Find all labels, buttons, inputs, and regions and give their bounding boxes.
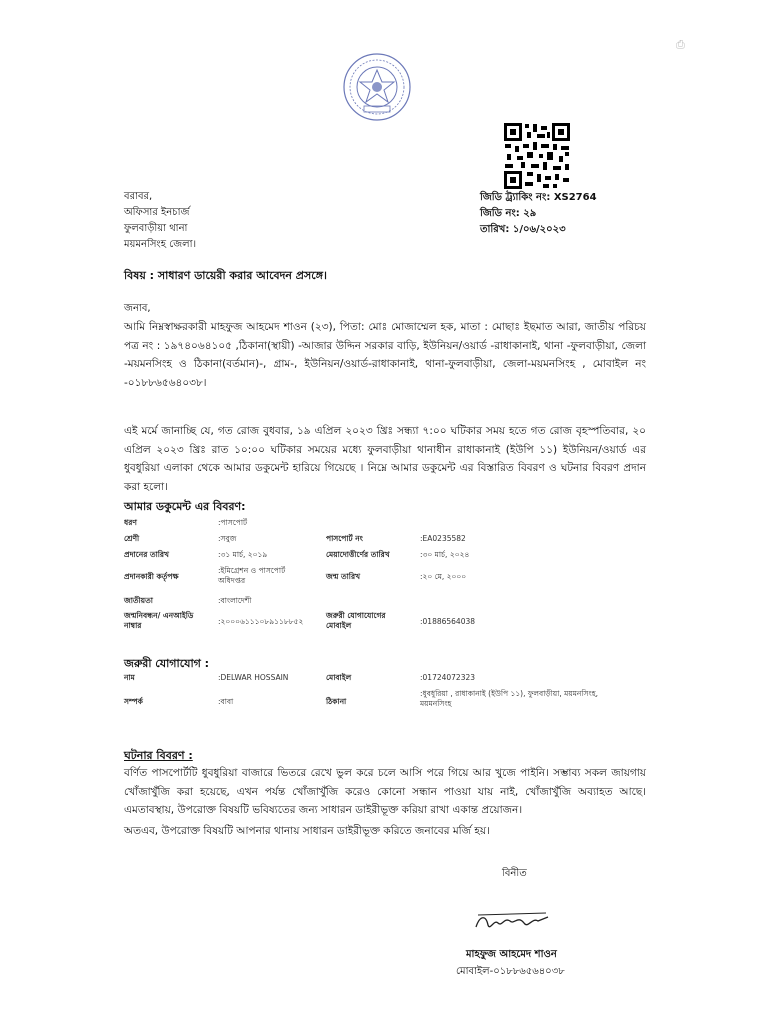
gd-tracking-label: জিডি ট্র্যাকিং নং: — [480, 192, 551, 203]
dob-value: :২০ মে, ২০০০ — [420, 572, 467, 581]
gd-number-label: জিডি নং: — [480, 208, 520, 219]
recipient-block — [124, 189, 196, 253]
contact-name-value: :DELWAR HOSSAIN — [218, 673, 289, 682]
issue-date-value: :৩১ মার্চ, ২০১৯ — [218, 550, 268, 559]
issuing-authority-label: প্রদানকারী কর্তৃপক্ষ — [124, 572, 179, 581]
birth-reg-nid-label: জন্মনিবন্ধন/ এনআইডি নাম্বার — [124, 611, 194, 630]
contact-relation-value: :বাবা — [218, 697, 234, 706]
signatory-mobile: মোবাইল-০১৮৮৬৫৬৪০৩৮ — [456, 966, 565, 977]
expiry-date-value: :৩০ মার্চ, ২০২৪ — [420, 550, 470, 559]
nationality-label: জাতীয়তা — [124, 596, 153, 605]
contact-address-label: ঠিকানা — [326, 697, 347, 706]
printer-icon[interactable]: ⎙ — [676, 38, 685, 51]
contact-mobile-value: :01724072323 — [420, 673, 476, 682]
emergency-mobile-value: :01886564038 — [420, 617, 476, 626]
gd-number-value: ২৯ — [523, 208, 537, 219]
recipient-line-2: অফিসার ইনচার্জ — [124, 207, 190, 218]
nationality-value: :বাংলাদেশী — [218, 596, 252, 605]
incident-description: বর্ণিত পাসপোর্টটি ধুবধুরিয়া বাজারে ভিতরে রেখে ভুল করে চলে আসি পরে গিয়ে আর খুজে পাইনি। সম্ভাব্য সকল জায়গায় খোঁজাখুঁজি করা হয়েছে, এখন পর্যন্ত খোঁজাখুঁজি করেও কোনো সন্ধান পাওয়া যায় নাই, খোঁজাখুঁজি অব্যাহত আছে। এমতাবস্থায়, উপরোক্ত বিষয়টি ভবিষ্যতের জন্য সাধারন ডাইরীভূক্ত করিয়া রাখা একান্ত প্রয়োজন। — [124, 767, 646, 816]
doc-class-value: :সবুজ — [218, 534, 237, 543]
salutation: জনাব, — [124, 303, 151, 314]
applicant-details-paragraph: আমি নিম্নস্বাক্ষরকারী মাহফুজ আহমেদ শাওন (২৩), পিতা: মোঃ মোজাম্মেল হক, মাতা : মোছাঃ ইছমাত আরা, জাতীয় পরিচয় পত্র নং : ১৯৭৪০৬৪১০৫ ,ঠিকানা(স্থায়ী) -আজার উদ্দিন সরকার বাড়ি, ইউনিয়ন/ওয়ার্ড -রাধাকানাই, থানা -ফুলবাড়ীয়া, জেলা -ময়মনসিংহ ও ঠিকানা(বর্তমান)-, গ্রাম-, ইউনিয়ন/ওয়ার্ড-রাধাকানাই, থানা-ফুলবাড়ীয়া, জেলা-ময়মনসিংহ , মোবাইল নং -০১৮৮৬৫৬৪০৩৮। — [124, 321, 646, 389]
birth-reg-nid-value: :২০০০৬১১১০৮৯১১৮৮৫২ — [218, 617, 304, 626]
police-emblem — [342, 52, 412, 122]
document-details-table — [124, 518, 644, 638]
emergency-mobile-label: জরুরী যোগাযোগের মোবাইল — [326, 611, 386, 630]
doc-class-label: শ্রেণী — [124, 534, 140, 543]
gd-tracking-value: XS2764 — [553, 192, 597, 203]
handwritten-signature — [472, 905, 552, 937]
gd-date-value: ১/০৬/২০২৩ — [512, 224, 566, 235]
recipient-line-3: ফুলবাড়ীয়া থানা — [124, 223, 188, 234]
dob-label: জন্ম তারিখ — [326, 572, 360, 581]
subject-line: বিষয় : সাধারণ ডায়েরী করার আবেদন প্রসঙ্গে। — [124, 269, 327, 282]
yours-faithfully: বিনীত — [502, 868, 527, 879]
closing-request: অতএব, উপরোক্ত বিষয়টি আপনার থানায় সাধারন ডাইরীভূক্ত করিতে জনাবের মর্জি হয়। — [124, 825, 490, 837]
incident-heading: ঘটনার বিবরণ : — [124, 749, 193, 762]
document-section-heading: আমার ডকুমেন্ট এর বিবরণ: — [124, 500, 246, 513]
gd-date-label: তারিখ: — [480, 224, 510, 235]
qr-code — [503, 122, 571, 190]
passport-no-value: :EA0235582 — [420, 534, 466, 543]
contact-name-label: নাম — [124, 673, 135, 682]
loss-statement-paragraph: এই মর্মে জানাচ্ছি যে, গত রোজ বুধবার, ১৯ এপ্রিল ২০২৩ খ্রিঃ সন্ধ্যা ৭:০০ ঘটিকার সময় হতে গত রোজ বৃহস্পতিবার, ২০ এপ্রিল ২০২৩ খ্রিঃ রাত ১০:০০ ঘটিকার সময়ের মধ্যে ফুলবাড়ীয়া থানাধীন রাধাকানাই (ইউপি ১১) ইউনিয়ন/ওয়ার্ড এর ধুবধুরিয়া এলাকা থেকে আমার ডকুমেন্ট হারিয়ে গিয়েছে । নিম্নে আমার ডকুমেন্ট এর বিস্তারিত বিবরণ ও ঘটনার বিবরণ প্রদান করা হলো। — [124, 425, 646, 493]
gd-info-block — [480, 190, 597, 238]
recipient-line-4: ময়মনসিংহ জেলা। — [124, 239, 197, 250]
contact-mobile-label: মোবাইল — [326, 673, 352, 682]
doc-type-label: ধরণ — [124, 518, 137, 527]
expiry-date-label: মেয়াদোত্তীর্ণের তারিখ — [326, 550, 390, 559]
issue-date-label: প্রদানের তারিখ — [124, 550, 169, 559]
doc-type-value: :পাসপোর্ট — [218, 518, 248, 527]
emergency-contact-table — [124, 673, 644, 723]
emergency-contact-heading: জরুরী যোগাযোগ : — [124, 657, 210, 670]
signatory-name: মাহফুজ আহমেদ শাওন — [466, 949, 557, 960]
contact-address-value: :ধুবধুরিয়া , রাধাকানাই (ইউপি ১১), ফুলবাড়ীয়া, ময়মনসিংহ, ময়মনসিংহ — [420, 689, 599, 708]
issuing-authority-value: :ইমিগ্রেশন ও পাসপোর্ট অধিদপ্তর — [218, 566, 286, 585]
passport-no-label: পাসপোর্ট নং — [326, 534, 363, 543]
contact-relation-label: সম্পর্ক — [124, 697, 143, 706]
recipient-line-1: বরাবর, — [124, 191, 153, 202]
